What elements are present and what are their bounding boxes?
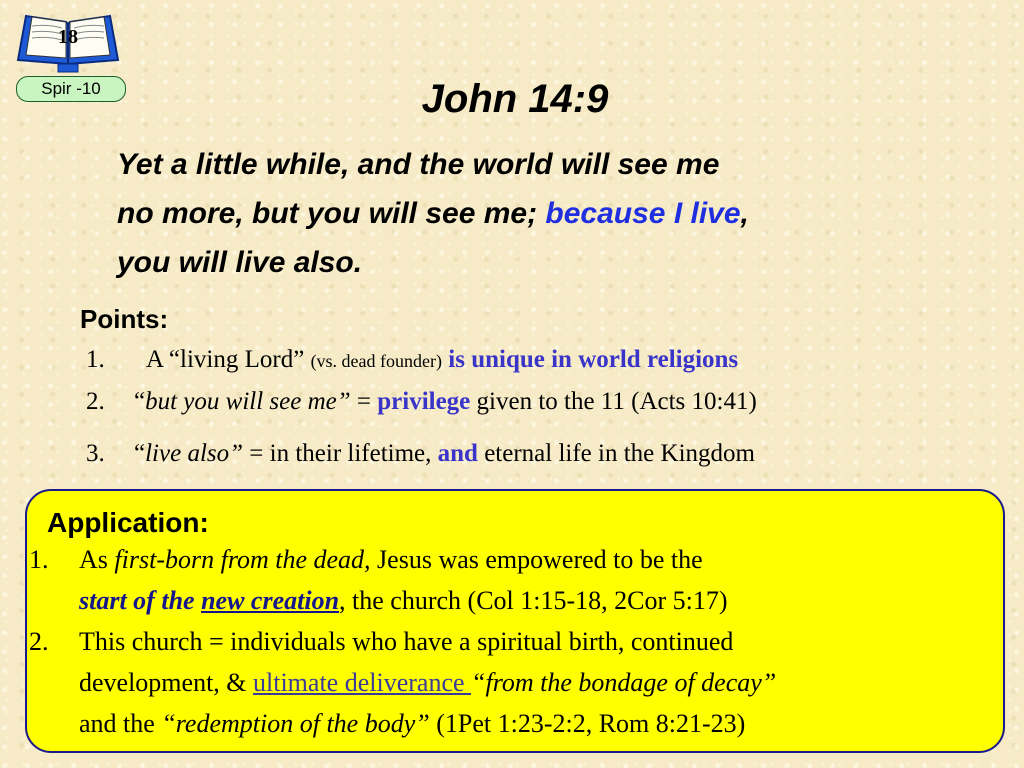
application-quote: “redemption of the body” — [161, 709, 430, 738]
application-item — [29, 539, 999, 621]
application-emphasis-underlined: new creation — [201, 586, 340, 615]
point-number: 1. — [86, 346, 105, 373]
verse-text — [117, 140, 997, 287]
application-body — [79, 621, 999, 744]
point-note: (vs. dead founder) — [310, 351, 443, 371]
application-emphasis: start of the — [79, 586, 202, 615]
slide-number: 18 — [58, 26, 78, 48]
application-text: and the — [79, 709, 162, 738]
point-text: “ — [134, 388, 146, 415]
application-text: As — [79, 545, 115, 574]
application-text: , the church (Col 1:15-18, 2Cor 5:17) — [339, 586, 728, 615]
application-text: This church = individuals who have a spiritual birth, continued — [79, 627, 734, 656]
point-quote: but you will see me” — [145, 388, 351, 415]
application-list — [29, 539, 999, 744]
point-item — [86, 387, 757, 417]
point-quote: live also” — [145, 440, 244, 467]
point-emphasis: and — [437, 440, 478, 467]
point-emphasis: privilege — [377, 388, 471, 415]
verse-line-3: you will live also. — [117, 246, 363, 279]
application-quote: “from the bondage of decay” — [471, 668, 777, 697]
point-number: 3. — [86, 440, 105, 467]
application-text: Jesus was empowered to be the — [370, 545, 703, 574]
verse-highlight: because I live — [545, 197, 741, 230]
point-text: = — [350, 388, 378, 415]
bible-logo — [14, 8, 122, 74]
series-badge: Spir -10 — [16, 76, 126, 102]
point-emphasis: is unique in world religions — [442, 346, 739, 373]
point-text: given to the 11 (Acts 10:41) — [470, 388, 757, 415]
point-text: “ — [134, 440, 146, 467]
page-title: John 14:9 — [421, 77, 609, 121]
application-quote: first-born from the dead, — [114, 545, 371, 574]
point-text: A “living Lord” — [146, 346, 311, 373]
point-number: 2. — [86, 388, 105, 415]
application-text: development, & — [79, 668, 254, 697]
application-number: 1. — [29, 545, 49, 574]
verse-line-2-end: , — [740, 197, 749, 230]
application-body — [79, 539, 999, 621]
verse-line-2-start: no more, but you will see me; — [117, 197, 546, 230]
application-number: 2. — [29, 627, 49, 656]
point-text: = in their lifetime, — [243, 440, 438, 467]
application-text: (1Pet 1:23-2:2, Rom 8:21-23) — [429, 709, 746, 738]
point-item — [86, 439, 755, 469]
point-text: eternal life in the Kingdom — [477, 440, 755, 467]
point-item — [86, 345, 738, 376]
ultimate-deliverance-link[interactable]: ultimate deliverance — [253, 668, 472, 697]
application-item — [29, 621, 999, 744]
verse-line-1: Yet a little while, and the world will see me — [117, 148, 720, 181]
application-heading: Application: — [47, 507, 209, 538]
points-heading: Points: — [80, 304, 169, 334]
verse-line-2 — [117, 189, 997, 238]
